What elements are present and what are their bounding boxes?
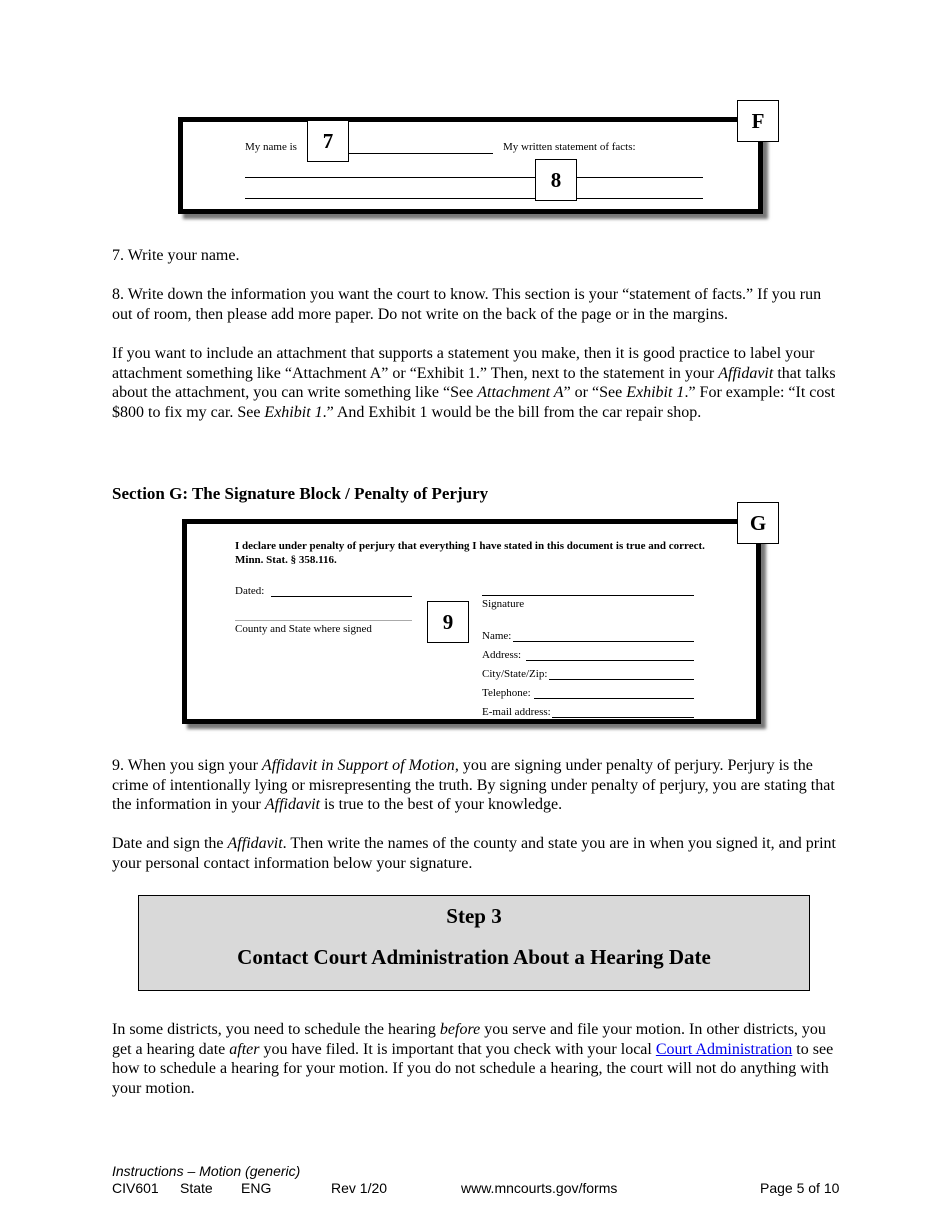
callout-g: G <box>737 502 779 544</box>
telephone-label: Telephone: <box>482 687 531 699</box>
callout-7: 7 <box>307 120 349 162</box>
statement-line-2 <box>245 198 703 199</box>
callout-8: 8 <box>535 159 577 201</box>
signature-line <box>482 595 694 596</box>
form-section-f-image <box>178 117 763 214</box>
instruction-9: 9. When you sign your Affidavit in Support of Motion, you are signing under penalty of perjury. Perjury is the crime of intentionally lying or misrepresenting the truth. By signing under penalty of perjury, you are stating that the information in your Affidavit is true to the best of your knowledge. <box>112 757 835 814</box>
dated-line <box>271 596 412 597</box>
address-field-line <box>526 660 694 661</box>
statement-line-1 <box>245 177 703 178</box>
footer-form-code: CIV601 <box>112 1180 159 1196</box>
county-state-label: County and State where signed <box>235 623 372 635</box>
footer-website: www.mncourts.gov/forms <box>461 1180 618 1196</box>
attachment-paragraph: If you want to include an attachment that supports a statement you make, then it is good practice to label your attachment something like “Attachment A” or “Exhibit 1.” Then, next to the statement in your Affidavit that talks about the attachment, you can write something like “See Attachment A” or “See Exhibit 1.” For example: “It cost $800 to fix my car. See Exhibit 1.” And Exhibit 1 would be the bill from the car repair shop. <box>112 345 836 421</box>
name-field-line <box>513 641 694 642</box>
footer-jurisdiction: State <box>180 1180 213 1196</box>
footer-revision: Rev 1/20 <box>331 1180 388 1196</box>
form-section-g-image <box>182 519 761 724</box>
dated-label: Dated: <box>235 585 265 597</box>
email-field-line <box>552 717 694 718</box>
footer-doc-title: Instructions – Motion (generic) <box>112 1163 301 1179</box>
email-label: E-mail address: <box>482 706 551 718</box>
city-state-zip-label: City/State/Zip: <box>482 668 548 680</box>
callout-9: 9 <box>427 601 469 643</box>
address-label: Address: <box>482 649 522 661</box>
court-administration-link[interactable]: Court Administration <box>655 1040 793 1058</box>
footer-page-number: Page 5 of 10 <box>760 1180 840 1196</box>
step-3-subtitle: Contact Court Administration About a Hearing Date <box>237 945 711 969</box>
date-sign-paragraph: Date and sign the Affidavit. Then write the names of the county and state you are in when you signed it, and print your personal contact information below your signature. <box>112 835 836 872</box>
footer-language: ENG <box>241 1180 272 1196</box>
instruction-8: 8. Write down the information you want the court to know. This section is your “statement of facts.” If you run out of room, then please add more paper. Do not write on the back of the page or in the margins. <box>112 286 822 323</box>
instruction-7: 7. Write your name. <box>112 247 240 264</box>
name-label: Name: <box>482 630 512 642</box>
step-3-title: Step 3 <box>446 904 502 928</box>
step-3-banner <box>138 895 810 991</box>
county-line <box>235 620 412 621</box>
city-field-line <box>549 679 694 680</box>
hearing-paragraph: In some districts, you need to schedule the hearing before you serve and file your motion. In other districts, you get a hearing date after you have filed. It is important that you check with your local Court Administration to see how to schedule a hearing for your motion. If you do not schedule a hearing, the court will not do anything with your motion. <box>112 1021 834 1097</box>
signature-label: Signature <box>482 598 525 610</box>
name-line <box>349 153 493 154</box>
my-name-is-label: My name is <box>245 141 297 153</box>
perjury-declaration: I declare under penalty of perjury that everything I have stated in this document is true and correct. Minn. Stat. § 358.116. <box>235 540 705 566</box>
callout-f: F <box>737 100 779 142</box>
written-statement-label: My written statement of facts: <box>503 141 636 153</box>
telephone-field-line <box>534 698 694 699</box>
section-g-heading: Section G: The Signature Block / Penalty of Perjury <box>112 484 489 503</box>
